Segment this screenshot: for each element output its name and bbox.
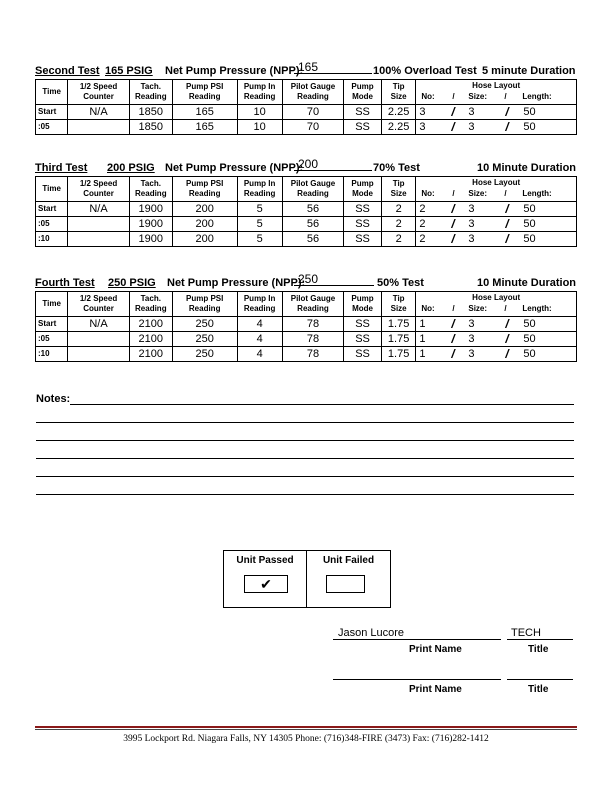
col-tip-size-line-1: Tip [392, 179, 405, 188]
table-row [36, 332, 577, 347]
cell-tach[interactable]: 1900 [129, 232, 172, 247]
col-pump-psi [172, 292, 237, 317]
hose-slash: / [452, 189, 455, 198]
notes-line[interactable] [36, 458, 574, 459]
cell-hose-layout [416, 232, 577, 247]
hose-no-label: No: [421, 189, 435, 198]
hose-slash: / [451, 202, 455, 216]
cell-tach[interactable]: 1900 [129, 217, 172, 232]
cell-hose-layout [416, 120, 577, 135]
hose-length-label: Length: [522, 189, 552, 198]
hose-size-value[interactable]: 3 [468, 121, 475, 133]
cell-tach[interactable]: 2100 [129, 332, 172, 347]
col-speed-counter [68, 177, 129, 202]
hose-slash: / [505, 120, 509, 134]
hose-length-value[interactable]: 50 [523, 203, 536, 215]
hose-size-value[interactable]: 3 [468, 106, 475, 118]
cell-pump-psi[interactable]: 250 [172, 332, 237, 347]
hose-slash: / [505, 202, 509, 216]
footer-rule-thin [35, 729, 577, 730]
hose-slash: / [504, 189, 507, 198]
cell-time: Start [36, 317, 68, 332]
cell-pilot-gauge[interactable]: 56 [282, 202, 343, 217]
hose-slash: / [505, 105, 509, 119]
hose-no-value[interactable]: 1 [419, 318, 426, 330]
cell-pump-psi[interactable]: 200 [172, 202, 237, 217]
hose-length-value[interactable]: 50 [523, 233, 536, 245]
footer-address: 3995 Lockport Rd. Niagara Falls, NY 14305 Phone: (716)348-FIRE (3473) Fax: (716)282-1412 [123, 734, 489, 744]
col-pilot-gauge [282, 177, 343, 202]
cell-pump-psi[interactable]: 165 [172, 105, 237, 120]
table-row [36, 202, 577, 217]
col-pump-psi-line-2: Reading [188, 304, 221, 313]
cell-pump-psi[interactable]: 200 [172, 217, 237, 232]
cell-tip-size[interactable]: 1.75 [381, 332, 415, 347]
footer-rule [35, 726, 577, 728]
col-tach [129, 292, 172, 317]
col-tip-size [381, 177, 415, 202]
col-pilot-gauge-line-1: Pilot Gauge [290, 179, 336, 188]
hose-slash: / [451, 347, 455, 361]
cell-hose-layout [416, 332, 577, 347]
cell-time: :05 [36, 332, 68, 347]
cell-time: :05 [36, 217, 68, 232]
cell-tip-size[interactable]: 2 [381, 202, 415, 217]
col-pump-mode-line-1: Pump [351, 82, 374, 91]
cell-hose-layout [416, 317, 577, 332]
cell-tip-size[interactable]: 1.75 [381, 347, 415, 362]
col-speed-counter-line-1: 1/2 Speed [79, 294, 118, 303]
hose-length-value[interactable]: 50 [523, 318, 536, 330]
unit-passed-checkbox[interactable]: ✔ [244, 575, 288, 593]
col-tip-size [381, 80, 415, 105]
hose-layout-values [416, 202, 576, 216]
test-section [35, 60, 577, 134]
cell-pilot-gauge[interactable]: 78 [282, 317, 343, 332]
hose-length-value[interactable]: 50 [523, 333, 536, 345]
cell-tach[interactable]: 1850 [129, 120, 172, 135]
col-pilot-gauge-line-1: Pilot Gauge [290, 294, 336, 303]
print-name-field[interactable] [333, 666, 501, 680]
print-name-caption: Print Name [409, 684, 462, 695]
hose-slash: / [505, 332, 509, 346]
cell-hose-layout [416, 105, 577, 120]
cell-speed-counter[interactable] [68, 120, 129, 135]
notes-line[interactable] [36, 440, 574, 441]
cell-pump-in[interactable]: 5 [237, 202, 282, 217]
unit-failed-checkbox[interactable] [326, 575, 365, 593]
col-pump-mode [344, 292, 382, 317]
col-speed-counter-line-1: 1/2 Speed [79, 82, 118, 91]
table-header-row [36, 177, 577, 202]
unit-failed-column [307, 551, 390, 607]
cell-pump-psi[interactable]: 165 [172, 120, 237, 135]
unit-failed-label: Unit Failed [322, 555, 375, 566]
test-duration: 5 minute Duration [482, 65, 576, 77]
col-pump-in-line-2: Reading [243, 304, 276, 313]
npp-label: Net Pump Pressure (NPP): [165, 65, 304, 77]
col-pilot-gauge-line-2: Reading [297, 189, 329, 198]
col-pump-in-line-2: Reading [243, 92, 276, 101]
col-pump-psi-line-1: Pump PSI [186, 82, 224, 91]
hose-slash: / [452, 92, 455, 101]
cell-pump-mode[interactable]: SS [344, 120, 382, 135]
hose-slash: / [505, 217, 509, 231]
cell-speed-counter[interactable] [68, 332, 129, 347]
cell-pilot-gauge[interactable]: 56 [282, 232, 343, 247]
cell-hose-layout [416, 347, 577, 362]
col-tach-line-1: Tach. [140, 82, 161, 91]
hose-length-value[interactable]: 50 [523, 218, 536, 230]
hose-layout-header [416, 292, 576, 316]
hose-length-label: Length: [522, 92, 552, 101]
col-tach [129, 177, 172, 202]
hose-layout-values [416, 105, 576, 119]
hose-length-value[interactable]: 50 [523, 348, 536, 360]
col-hose-layout [416, 177, 577, 202]
col-tach-line-2: Reading [135, 92, 167, 101]
hose-layout-header [416, 177, 576, 201]
cell-time: :10 [36, 232, 68, 247]
col-speed-counter-line-2: Counter [83, 92, 114, 101]
cell-speed-counter[interactable]: N/A [68, 317, 129, 332]
table-row [36, 120, 577, 135]
table-row [36, 317, 577, 332]
hose-layout-title: Hose Layout [472, 81, 521, 90]
cell-pump-mode[interactable]: SS [344, 332, 382, 347]
hose-slash: / [505, 317, 509, 331]
hose-length-value[interactable]: 50 [523, 106, 536, 118]
cell-tach[interactable]: 2100 [129, 317, 172, 332]
cell-pilot-gauge[interactable]: 70 [282, 120, 343, 135]
col-pump-mode-line-2: Mode [352, 92, 373, 101]
test-header [35, 60, 577, 79]
hose-size-value[interactable]: 3 [468, 348, 475, 360]
col-pump-mode-line-2: Mode [352, 304, 373, 313]
col-pump-psi-line-1: Pump PSI [186, 179, 224, 188]
cell-tip-size[interactable]: 2 [381, 217, 415, 232]
hose-slash: / [451, 332, 455, 346]
test-type: 100% Overload Test [373, 65, 477, 77]
col-tip-size-line-2: Size [390, 92, 407, 101]
col-time: Time [36, 292, 68, 317]
cell-pilot-gauge[interactable]: 56 [282, 217, 343, 232]
hose-no-value[interactable]: 2 [419, 203, 426, 215]
cell-pump-mode[interactable]: SS [344, 347, 382, 362]
hose-slash: / [451, 232, 455, 246]
hose-no-value[interactable]: 3 [419, 106, 426, 118]
cell-time: Start [36, 105, 68, 120]
cell-tach[interactable]: 1850 [129, 105, 172, 120]
table-header-row [36, 80, 577, 105]
table-row [36, 105, 577, 120]
npp-label: Net Pump Pressure (NPP): [165, 162, 304, 174]
hose-slash: / [451, 105, 455, 119]
col-pump-psi [172, 177, 237, 202]
hose-no-label: No: [421, 304, 435, 313]
test-name: Fourth Test [35, 277, 95, 289]
hose-layout-values [416, 217, 576, 231]
hose-length-label: Length: [522, 304, 552, 313]
cell-pilot-gauge[interactable]: 78 [282, 347, 343, 362]
col-pilot-gauge-line-2: Reading [297, 304, 329, 313]
hose-slash: / [452, 304, 455, 313]
hose-slash: / [451, 120, 455, 134]
hose-no-value[interactable]: 2 [419, 218, 426, 230]
col-pump-psi-line-1: Pump PSI [186, 294, 224, 303]
col-pump-in-line-1: Pump In [243, 294, 276, 303]
hose-no-value[interactable]: 1 [419, 333, 426, 345]
col-pilot-gauge [282, 80, 343, 105]
col-speed-counter-line-2: Counter [83, 189, 114, 198]
col-pump-in [237, 292, 282, 317]
hose-layout-values [416, 332, 576, 346]
test-psig: 165 PSIG [105, 65, 153, 77]
print-name-caption: Print Name [409, 644, 462, 655]
col-pump-in-line-2: Reading [243, 189, 276, 198]
col-pilot-gauge-line-1: Pilot Gauge [290, 82, 336, 91]
cell-pump-in[interactable]: 4 [237, 332, 282, 347]
hose-size-value[interactable]: 3 [468, 203, 475, 215]
col-pump-in [237, 80, 282, 105]
col-pilot-gauge [282, 292, 343, 317]
notes-label: Notes: [36, 393, 71, 405]
hose-size-label: Size: [468, 189, 488, 198]
readings-table [35, 79, 577, 135]
hose-layout-title: Hose Layout [472, 293, 521, 302]
notes-line[interactable] [36, 476, 574, 477]
col-pump-in-line-1: Pump In [243, 179, 276, 188]
test-type: 70% Test [373, 162, 420, 174]
table-row [36, 347, 577, 362]
col-pump-in-line-1: Pump In [243, 82, 276, 91]
test-header [35, 157, 577, 176]
col-pump-mode-line-1: Pump [351, 179, 374, 188]
unit-status-box [223, 550, 391, 608]
col-speed-counter [68, 292, 129, 317]
col-hose-layout [416, 292, 577, 317]
hose-size-value[interactable]: 3 [468, 233, 475, 245]
cell-pump-mode[interactable]: SS [344, 217, 382, 232]
test-section [35, 157, 577, 246]
unit-passed-label: Unit Passed [236, 555, 294, 566]
cell-pump-in[interactable]: 5 [237, 217, 282, 232]
cell-pump-mode[interactable]: SS [344, 317, 382, 332]
cell-tip-size[interactable]: 2 [381, 232, 415, 247]
cell-pump-psi[interactable]: 250 [172, 317, 237, 332]
hose-layout-values [416, 347, 576, 361]
col-speed-counter-line-2: Counter [83, 304, 114, 313]
col-tach-line-1: Tach. [140, 294, 161, 303]
hose-layout-title: Hose Layout [472, 178, 521, 187]
test-name: Third Test [35, 162, 88, 174]
col-tach-line-1: Tach. [140, 179, 161, 188]
readings-table [35, 176, 577, 247]
cell-time: :10 [36, 347, 68, 362]
hose-layout-header [416, 80, 576, 104]
hose-size-value[interactable]: 3 [468, 218, 475, 230]
cell-pump-psi[interactable]: 250 [172, 347, 237, 362]
hose-slash: / [505, 232, 509, 246]
cell-pump-mode[interactable]: SS [344, 202, 382, 217]
test-name: Second Test [35, 65, 100, 77]
npp-value-field[interactable]: 165 [294, 63, 372, 74]
col-tach-line-2: Reading [135, 189, 167, 198]
cell-tip-size[interactable]: 1.75 [381, 317, 415, 332]
table-row [36, 217, 577, 232]
col-tip-size-line-1: Tip [392, 82, 405, 91]
cell-speed-counter[interactable]: N/A [68, 202, 129, 217]
test-psig: 200 PSIG [107, 162, 155, 174]
title-field[interactable] [507, 666, 573, 680]
col-speed-counter-line-1: 1/2 Speed [79, 179, 118, 188]
notes-line[interactable] [36, 422, 574, 423]
npp-label: Net Pump Pressure (NPP): [167, 277, 306, 289]
unit-passed-column [224, 551, 307, 607]
table-header-row [36, 292, 577, 317]
col-tip-size-line-2: Size [390, 189, 407, 198]
cell-time: :05 [36, 120, 68, 135]
title-field[interactable]: TECH [507, 626, 573, 640]
col-tip-size-line-1: Tip [392, 294, 405, 303]
hose-slash: / [505, 347, 509, 361]
cell-pump-in[interactable]: 4 [237, 317, 282, 332]
col-pump-psi-line-2: Reading [188, 189, 221, 198]
test-duration: 10 Minute Duration [477, 277, 577, 289]
hose-size-label: Size: [468, 92, 488, 101]
hose-slash: / [504, 92, 507, 101]
col-pump-psi-line-2: Reading [188, 92, 221, 101]
title-caption: Title [528, 644, 549, 655]
hose-size-label: Size: [468, 304, 488, 313]
hose-no-value[interactable]: 2 [419, 233, 426, 245]
col-pump-mode [344, 80, 382, 105]
col-tach-line-2: Reading [135, 304, 167, 313]
hose-size-value[interactable]: 3 [468, 318, 475, 330]
cell-tach[interactable]: 1900 [129, 202, 172, 217]
cell-speed-counter[interactable] [68, 217, 129, 232]
hose-layout-values [416, 232, 576, 246]
notes-line[interactable] [70, 404, 574, 405]
test-type: 50% Test [377, 277, 424, 289]
hose-size-value[interactable]: 3 [468, 333, 475, 345]
hose-slash: / [504, 304, 507, 313]
readings-table [35, 291, 577, 362]
cell-hose-layout [416, 202, 577, 217]
col-hose-layout [416, 80, 577, 105]
print-name-field[interactable]: Jason Lucore [333, 626, 501, 640]
cell-speed-counter[interactable] [68, 232, 129, 247]
col-time: Time [36, 177, 68, 202]
hose-no-label: No: [421, 92, 435, 101]
hose-layout-values [416, 317, 576, 331]
npp-value-field[interactable]: 200 [294, 160, 372, 171]
hose-no-value[interactable]: 1 [419, 348, 426, 360]
col-pump-psi [172, 80, 237, 105]
col-speed-counter [68, 80, 129, 105]
cell-pump-mode[interactable]: SS [344, 232, 382, 247]
cell-pilot-gauge[interactable]: 70 [282, 105, 343, 120]
table-row [36, 232, 577, 247]
col-pilot-gauge-line-2: Reading [297, 92, 329, 101]
col-time: Time [36, 80, 68, 105]
cell-speed-counter[interactable] [68, 347, 129, 362]
cell-time: Start [36, 202, 68, 217]
cell-hose-layout [416, 217, 577, 232]
hose-length-value[interactable]: 50 [523, 121, 536, 133]
cell-tach[interactable]: 2100 [129, 347, 172, 362]
cell-tip-size[interactable]: 2.25 [381, 120, 415, 135]
test-psig: 250 PSIG [108, 277, 156, 289]
cell-pump-mode[interactable]: SS [344, 105, 382, 120]
test-duration: 10 Minute Duration [477, 162, 577, 174]
hose-no-value[interactable]: 3 [419, 121, 426, 133]
cell-pump-in[interactable]: 10 [237, 105, 282, 120]
test-header [35, 272, 577, 291]
col-pump-in [237, 177, 282, 202]
test-section [35, 272, 577, 361]
col-tip-size [381, 292, 415, 317]
hose-slash: / [451, 317, 455, 331]
notes-line[interactable] [36, 494, 574, 495]
col-tach [129, 80, 172, 105]
hose-slash: / [451, 217, 455, 231]
col-tip-size-line-2: Size [390, 304, 407, 313]
cell-pump-in[interactable]: 10 [237, 120, 282, 135]
hose-layout-values [416, 120, 576, 134]
col-pump-mode-line-1: Pump [351, 294, 374, 303]
cell-pump-in[interactable]: 4 [237, 347, 282, 362]
col-pump-mode [344, 177, 382, 202]
cell-speed-counter[interactable]: N/A [68, 105, 129, 120]
npp-value-field[interactable]: 250 [294, 275, 374, 286]
cell-tip-size[interactable]: 2.25 [381, 105, 415, 120]
cell-pump-in[interactable]: 5 [237, 232, 282, 247]
cell-pump-psi[interactable]: 200 [172, 232, 237, 247]
col-pump-mode-line-2: Mode [352, 189, 373, 198]
cell-pilot-gauge[interactable]: 78 [282, 332, 343, 347]
title-caption: Title [528, 684, 549, 695]
